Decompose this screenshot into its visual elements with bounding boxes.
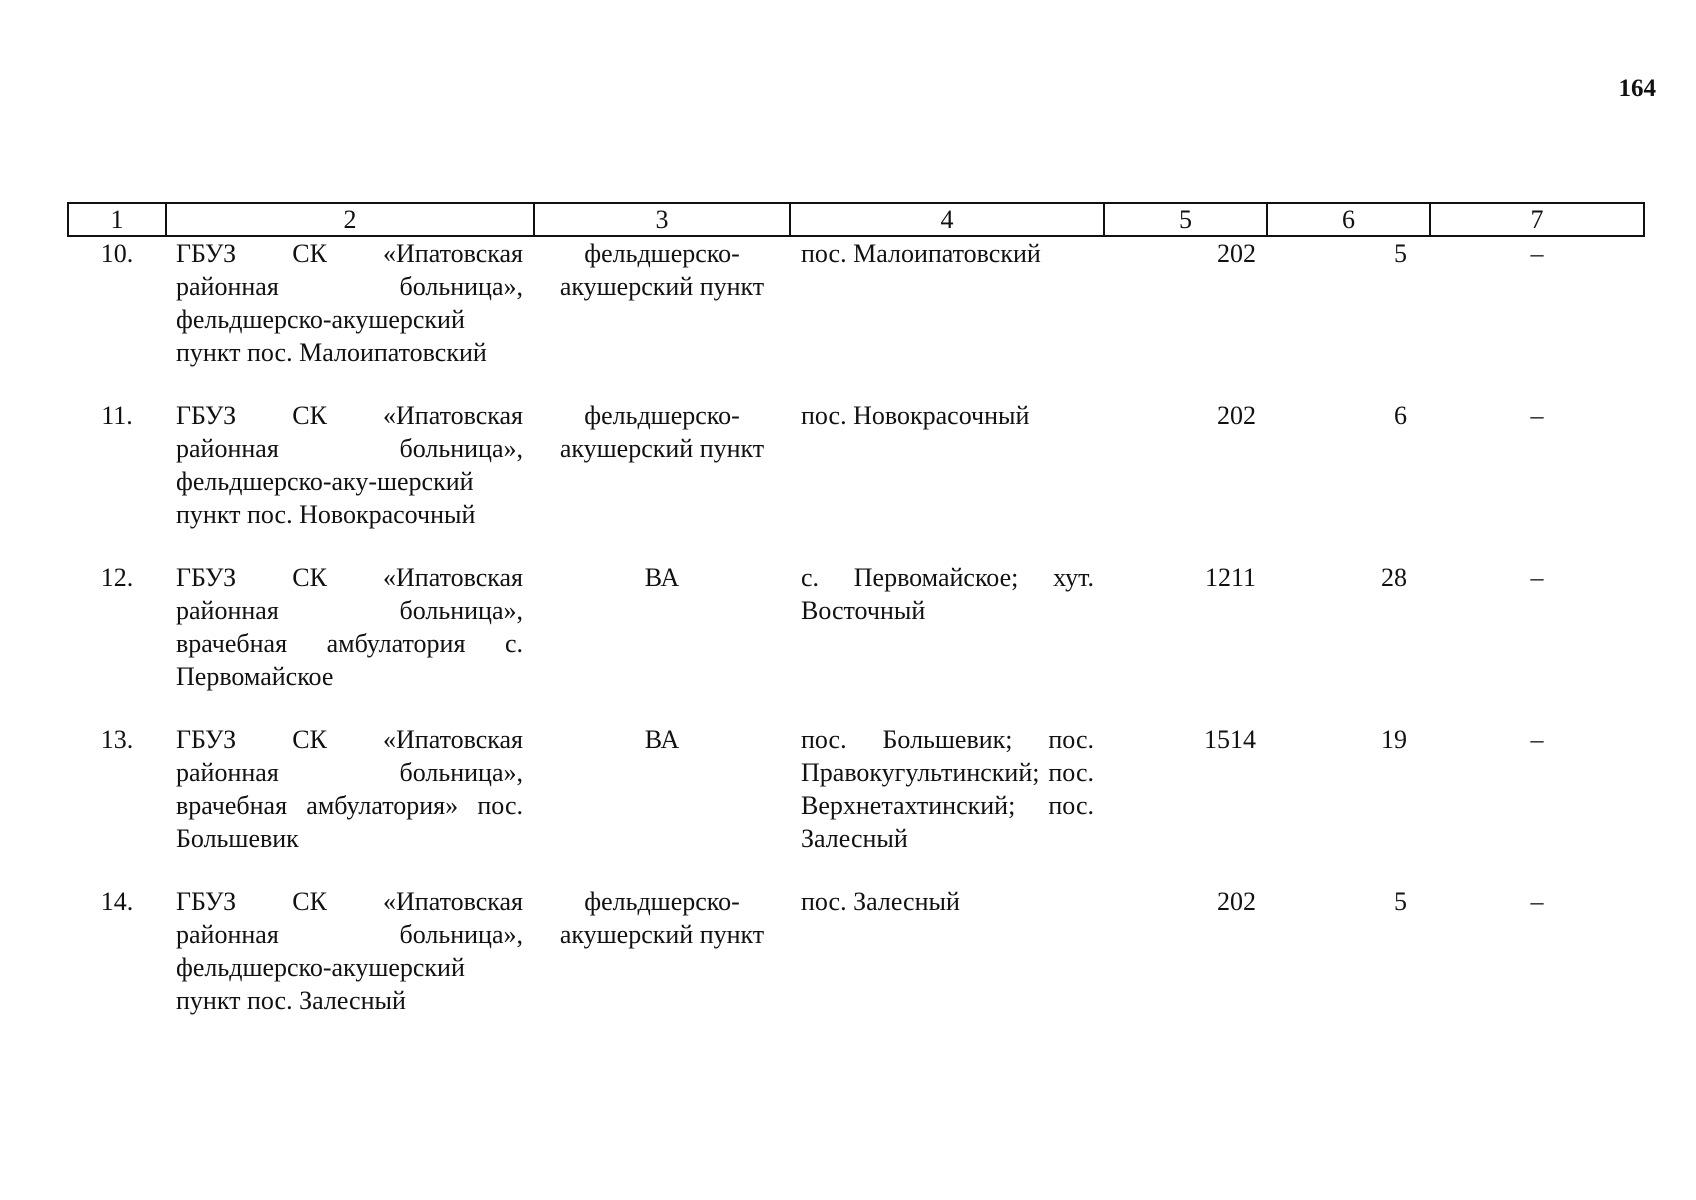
- settlements: пос. Большевик; пос. Правокугультинский; пос. Верхнетахтинский; пос. Залесный: [801, 725, 1094, 853]
- header-cell-1: 1: [68, 203, 166, 236]
- row-number: 14.: [100, 887, 134, 916]
- column-6-value: 6: [1394, 401, 1407, 430]
- table-row: [68, 885, 1644, 1047]
- column-6-value: 5: [1394, 239, 1407, 268]
- column-7-value: –: [1530, 725, 1544, 754]
- settlements: пос. Залесный: [801, 887, 960, 916]
- row-number: 10.: [100, 239, 134, 268]
- population: 202: [1217, 401, 1256, 430]
- header-cell-7: 7: [1430, 203, 1644, 236]
- institution-type: ВА: [644, 725, 680, 754]
- population: 1211: [1204, 563, 1256, 592]
- table-row: [68, 561, 1644, 723]
- row-number: 11.: [101, 401, 133, 430]
- row-number: 13.: [100, 725, 134, 754]
- institution-name: ГБУЗ СК «Ипатовская районная больница», врачебная амбулатория» пос. Большевик: [176, 725, 523, 853]
- column-7-value: –: [1530, 239, 1544, 268]
- institution-name: ГБУЗ СК «Ипатовская районная больница», фельдшерско-акушерский пункт пос. Малоипатовский: [176, 239, 523, 367]
- table-row: [68, 399, 1644, 561]
- table-row: [68, 723, 1644, 885]
- column-6-value: 5: [1394, 887, 1407, 916]
- settlements: пос. Новокрасочный: [801, 401, 1030, 430]
- header-cell-6: 6: [1267, 203, 1430, 236]
- institution-type: фельдшерско-акушерский пункт: [559, 887, 765, 949]
- settlements: пос. Малоипатовский: [801, 239, 1041, 268]
- data-table: [67, 202, 1645, 1047]
- page-number: 164: [1618, 75, 1656, 102]
- institution-type: ВА: [644, 563, 680, 592]
- header-row: [68, 203, 1644, 236]
- institution-name: ГБУЗ СК «Ипатовская районная больница», врачебная амбулатория с. Первомайское: [176, 563, 523, 691]
- institution-name: ГБУЗ СК «Ипатовская районная больница», фельдшерско-акушерский пункт пос. Залесный: [176, 887, 523, 1015]
- population: 1514: [1204, 725, 1256, 754]
- header-cell-4: 4: [790, 203, 1104, 236]
- row-number: 12.: [100, 563, 134, 592]
- column-7-value: –: [1530, 401, 1544, 430]
- header-cell-5: 5: [1104, 203, 1267, 236]
- column-7-value: –: [1530, 887, 1544, 916]
- institution-type: фельдшерско-акушерский пункт: [559, 239, 765, 301]
- population: 202: [1217, 239, 1256, 268]
- header-cell-3: 3: [534, 203, 790, 236]
- table-row: [68, 236, 1644, 399]
- settlements: с. Первомайское; хут. Восточный: [801, 563, 1094, 625]
- header-cell-2: 2: [166, 203, 534, 236]
- institution-type: фельдшерско-акушерский пункт: [559, 401, 765, 463]
- population: 202: [1217, 887, 1256, 916]
- column-6-value: 19: [1381, 725, 1407, 754]
- institution-name: ГБУЗ СК «Ипатовская районная больница», фельдшерско-аку-шерский пункт пос. Новокрасочный: [176, 401, 523, 529]
- column-6-value: 28: [1381, 563, 1407, 592]
- column-7-value: –: [1530, 563, 1544, 592]
